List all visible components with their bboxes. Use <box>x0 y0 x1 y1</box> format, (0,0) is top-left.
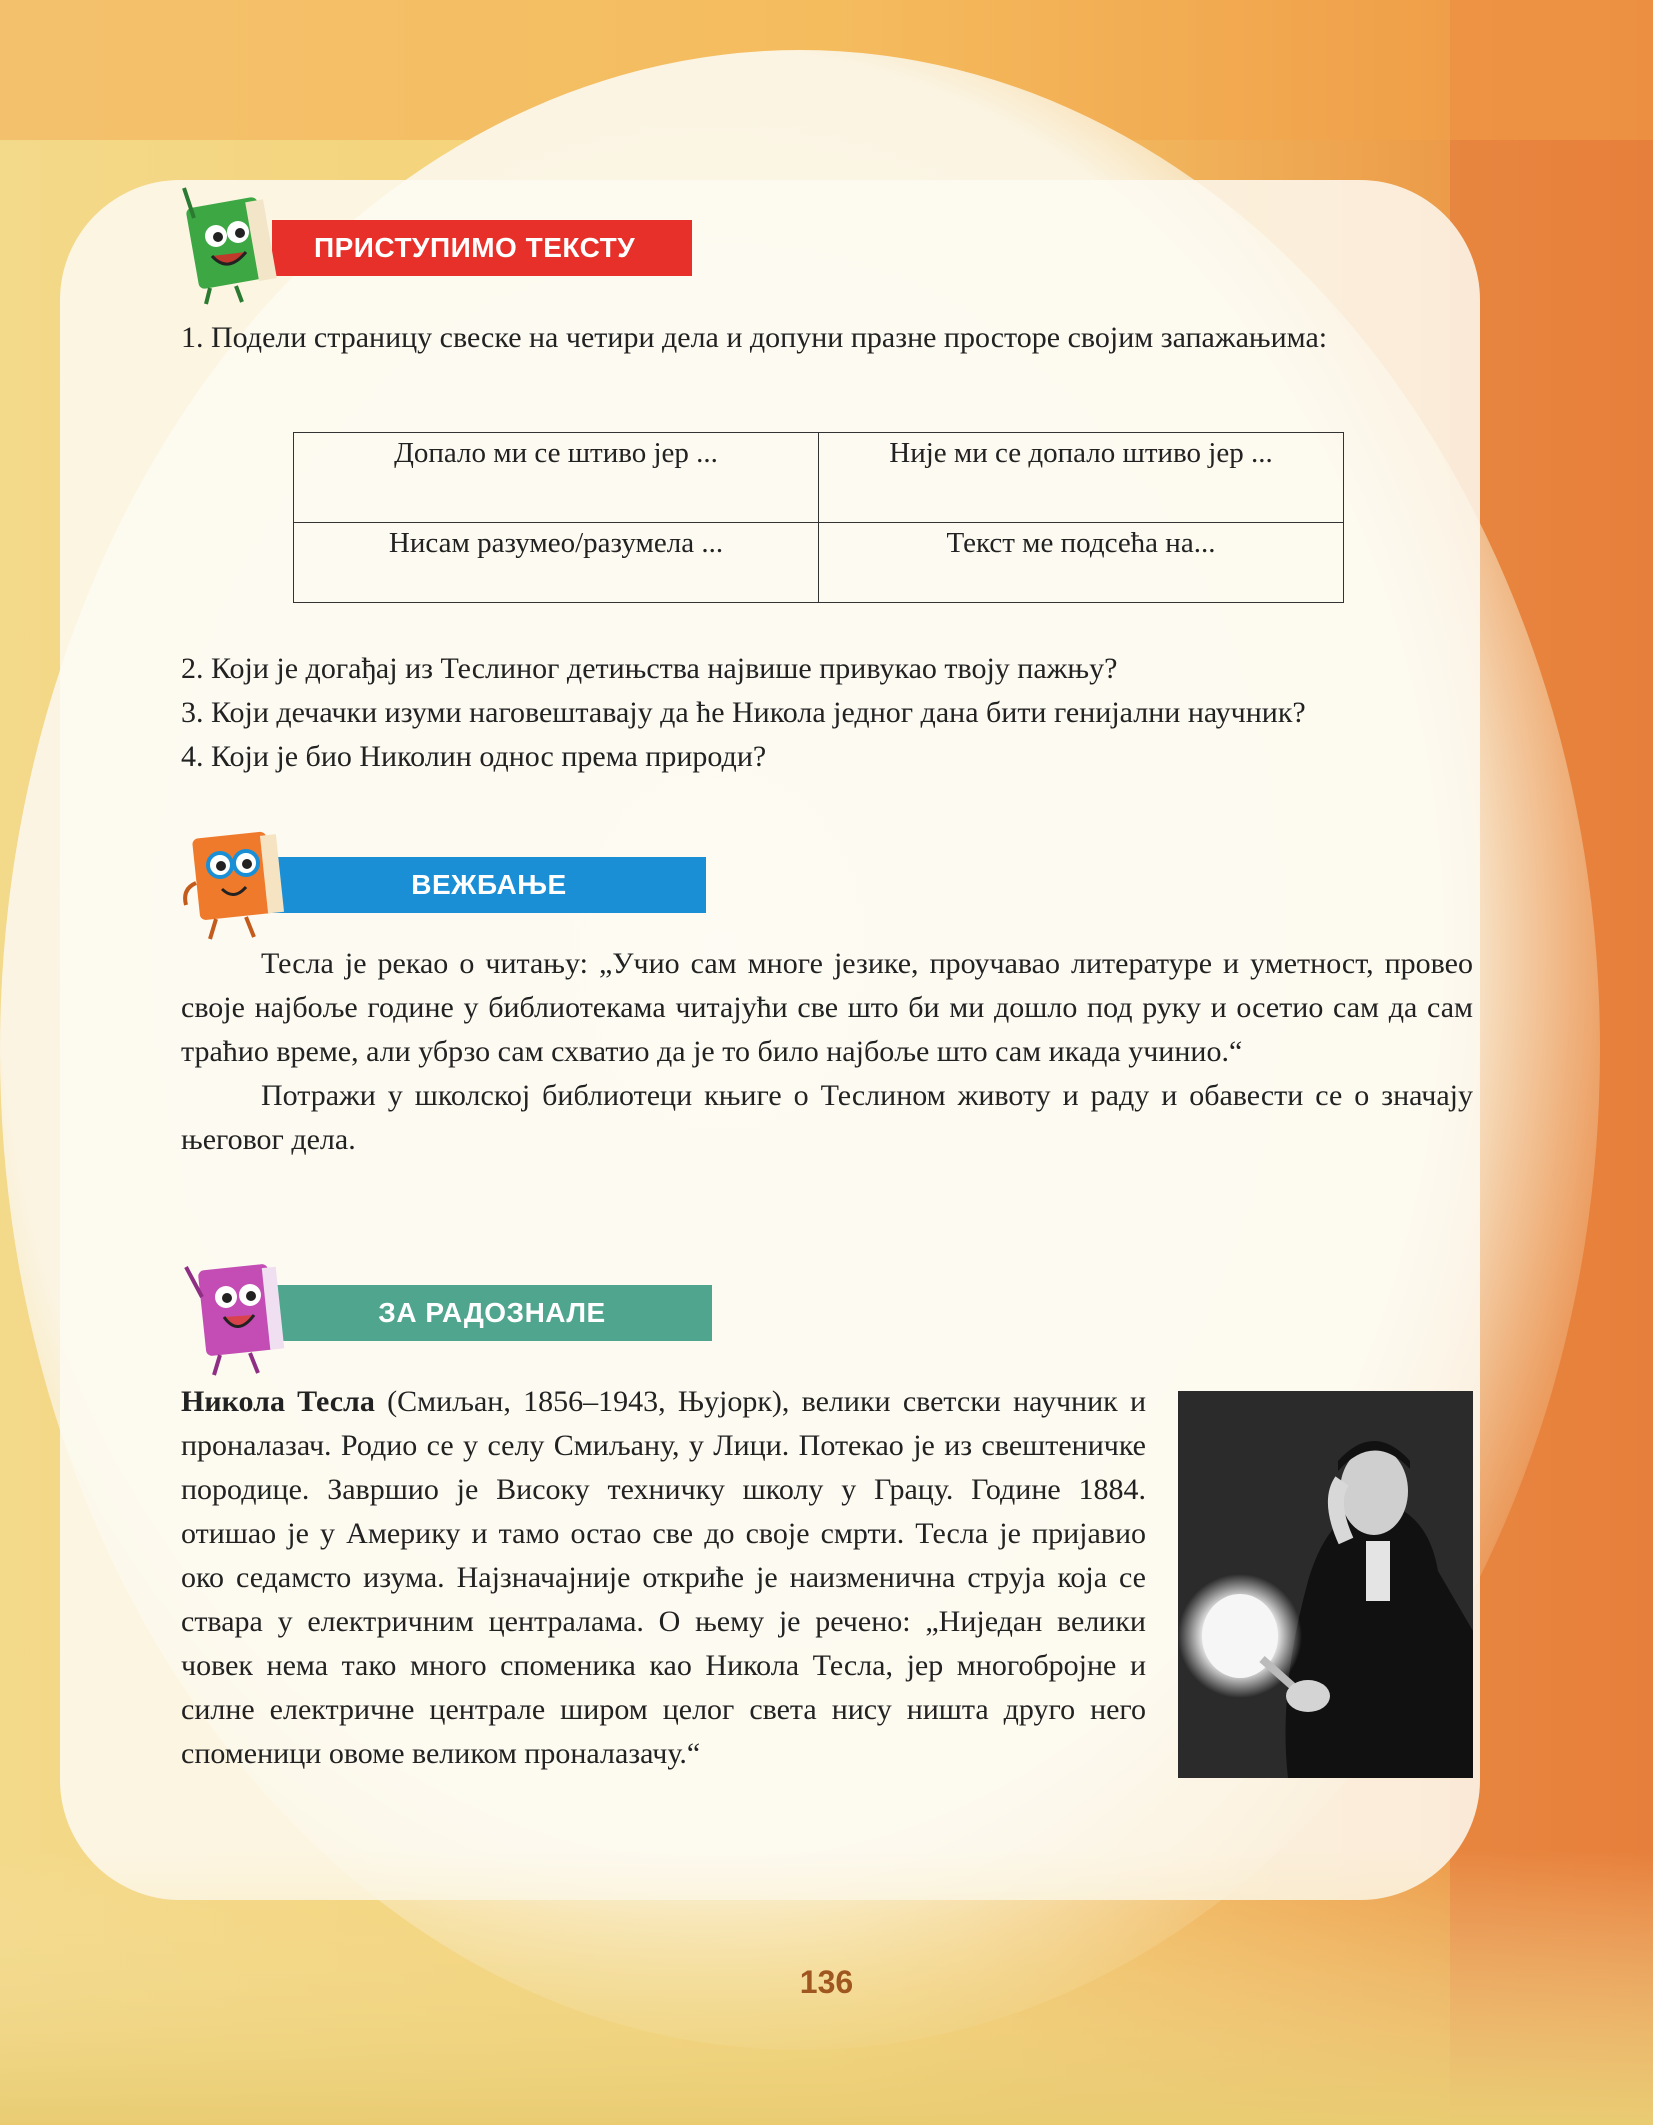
section-header-approach <box>180 208 700 278</box>
table-cell-not-understood: Нисам разумео/разумела ... <box>294 523 819 603</box>
section-header-curious <box>180 1273 720 1343</box>
section-title: ЗА РАДОЗНАЛЕ <box>378 1297 606 1328</box>
green-book-mascot-icon <box>180 178 290 308</box>
table-cell-disliked: Није ми се допало штиво јер ... <box>819 433 1344 523</box>
purple-book-mascot-icon <box>180 1247 295 1382</box>
page-number: 136 <box>799 1964 854 2000</box>
tesla-photo <box>1178 1391 1473 1778</box>
question-3: 3. Који дечачки изуми наговештавају да ће Никола једног дана бити генијални научник? <box>181 696 1306 729</box>
library-task: Потражи у школској библиотеци књиге о Теслином животу и раду и обавести се о значају његовог дела. <box>181 1079 1473 1156</box>
table-cell-liked: Допало ми се штиво јер ... <box>294 433 819 523</box>
section-bar <box>272 857 706 913</box>
task-1-text: 1. Подели страницу свеске на четири дела и допуни празне просторе својим запажањима: <box>181 321 1328 354</box>
observation-table <box>293 432 1344 603</box>
section-bar <box>272 220 692 276</box>
tesla-name: Никола Тесла <box>181 1385 375 1418</box>
tesla-reading-quote: Тесла је рекао о читању: „Учио сам многе језике, проучавао литературе и уметност, провео своје најбоље године у библиотекама читајући све што би ми дошло под руку и осетио сам да сам траћио време, али убрзо сам схватио да је то било најбоље што сам икада учинио.“ <box>181 947 1473 1068</box>
question-2: 2. Који је догађај из Теслиног детињства највише привукао твоју пажњу? <box>181 652 1118 685</box>
orange-book-mascot-icon <box>180 819 295 944</box>
table-cell-reminds: Текст ме подсећа на... <box>819 523 1344 603</box>
section-title: ПРИСТУПИМО ТЕКСТУ <box>314 232 636 263</box>
section-header-practice <box>180 845 710 915</box>
tesla-bio-text: (Смиљан, 1856–1943, Њујорк), велики светски научник и проналазач. Родио се у селу Смиљану, у Лици. Потекао је из свештеничке породице. Завршио је Високу техничку школу у Грацу. Године 1884. отишао је у Америку и тамо остао све до своје смрти. Тесла је пријавио око седамсто изума. Најзначајније откриће је наизменична струја која се ствара у електричним централама. О њему је речено: „Ниједан велики човек нема тако много споменика као Никола Тесла, јер многобројне и силне електричне централе широм целог света нису ништа друго него споменици овоме великом проналазачу.“ <box>181 1385 1147 1770</box>
tesla-portrait-image <box>1178 1391 1473 1778</box>
practice-paragraph-quote <box>181 942 1473 1162</box>
tesla-biography <box>181 1380 1146 1776</box>
question-4: 4. Који је био Николин однос према природи? <box>181 740 767 773</box>
section-bar <box>272 1285 712 1341</box>
section-title: ВЕЖБАЊЕ <box>411 869 567 900</box>
